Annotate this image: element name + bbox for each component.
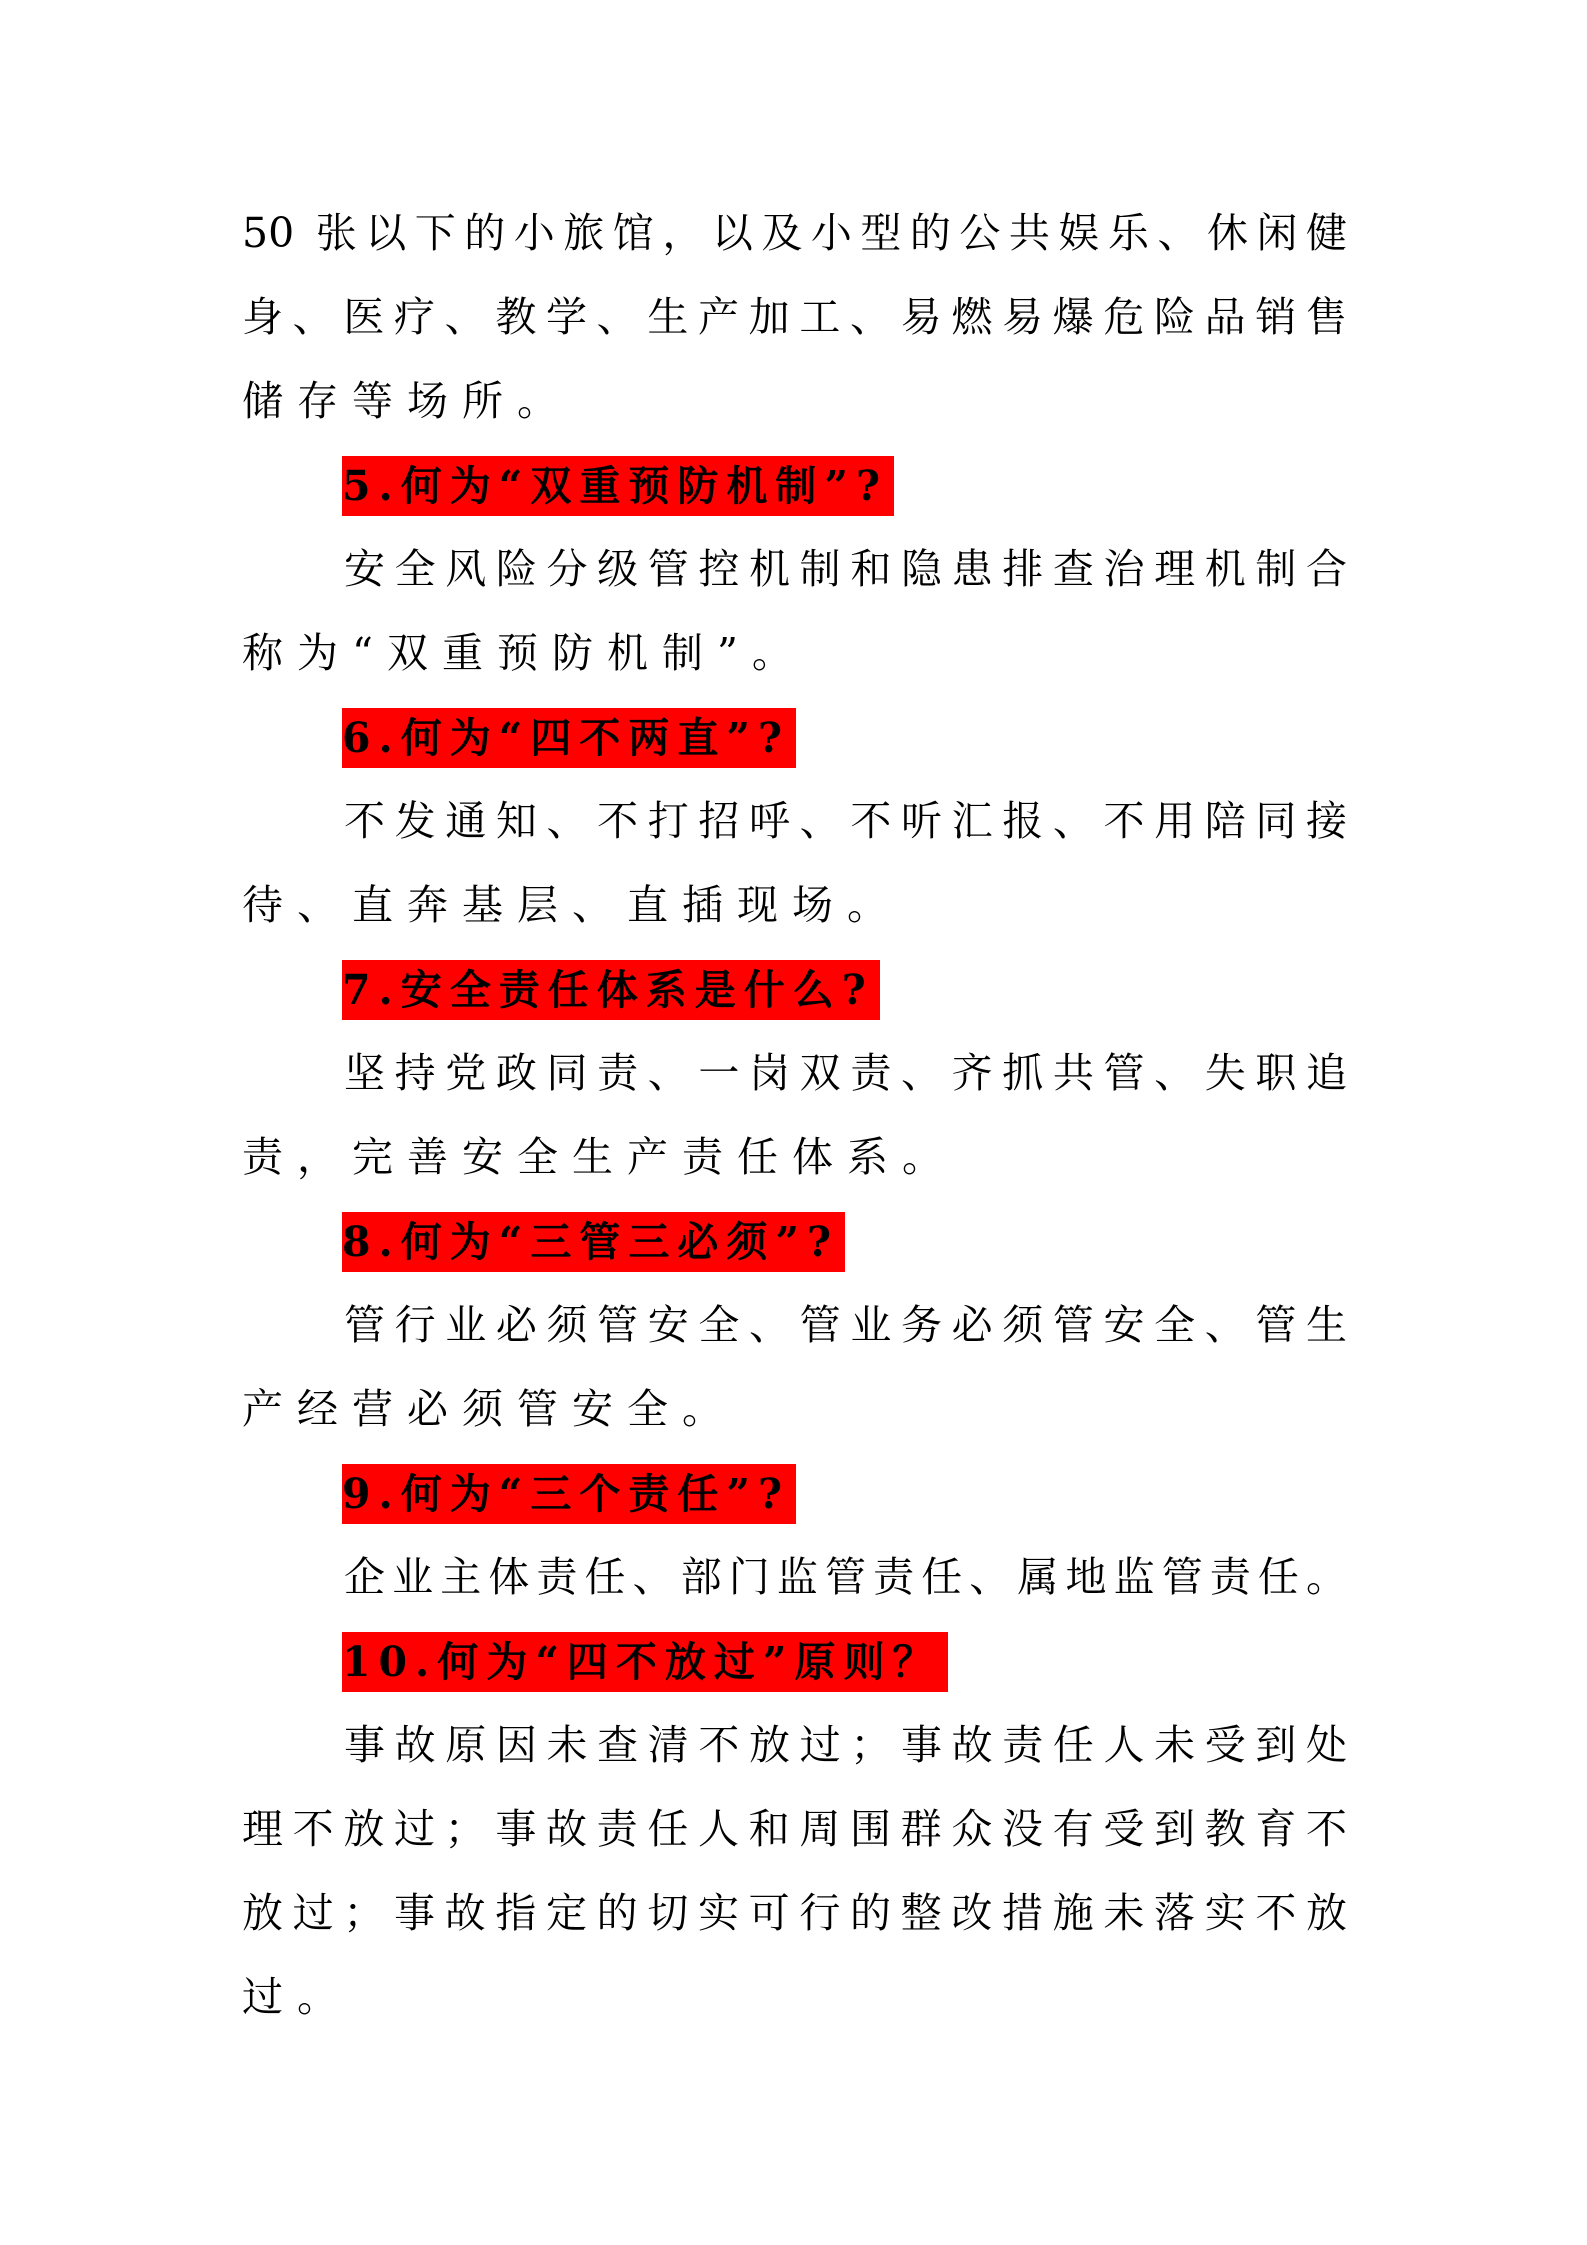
paragraph-line: 储存等场所。 (242, 377, 572, 425)
section-heading-8: 8.何为“三管三必须”? (342, 1212, 845, 1272)
paragraph-line: 身、医疗、教学、生产加工、易燃易爆危险品销售 (242, 293, 1347, 341)
paragraph-line: 产经营必须管安全。 (242, 1385, 737, 1433)
paragraph-line: 事故原因未查清不放过；事故责任人未受到处 (344, 1721, 1347, 1769)
paragraph-line: 过。 (242, 1973, 352, 2021)
section-heading-6: 6.何为“四不两直”? (342, 708, 796, 768)
paragraph-line: 理不放过；事故责任人和周围群众没有受到教育不 (242, 1805, 1347, 1853)
section-heading-10: 10.何为“四不放过”原则？ (342, 1632, 948, 1692)
paragraph-line: 责，完善安全生产责任体系。 (242, 1133, 957, 1181)
section-heading-5: 5.何为“双重预防机制”? (342, 456, 894, 516)
paragraph-line: 50 张以下的小旅馆，以及小型的公共娱乐、休闲健 (242, 209, 1347, 257)
section-heading-9: 9.何为“三个责任”? (342, 1464, 796, 1524)
section-heading-7: 7.安全责任体系是什么? (342, 960, 880, 1020)
paragraph-line: 称为“双重预防机制”。 (242, 629, 807, 677)
paragraph-line: 安全风险分级管控机制和隐患排查治理机制合 (344, 545, 1347, 593)
paragraph-line: 坚持党政同责、一岗双责、齐抓共管、失职追 (344, 1049, 1347, 1097)
paragraph-line: 企业主体责任、部门监管责任、属地监管责任。 (344, 1553, 1347, 1601)
paragraph-line: 管行业必须管安全、管业务必须管安全、管生 (344, 1301, 1347, 1349)
paragraph-line: 待、直奔基层、直插现场。 (242, 881, 902, 929)
paragraph-line: 放过；事故指定的切实可行的整改措施未落实不放 (242, 1889, 1347, 1937)
paragraph-line: 不发通知、不打招呼、不听汇报、不用陪同接 (344, 797, 1347, 845)
